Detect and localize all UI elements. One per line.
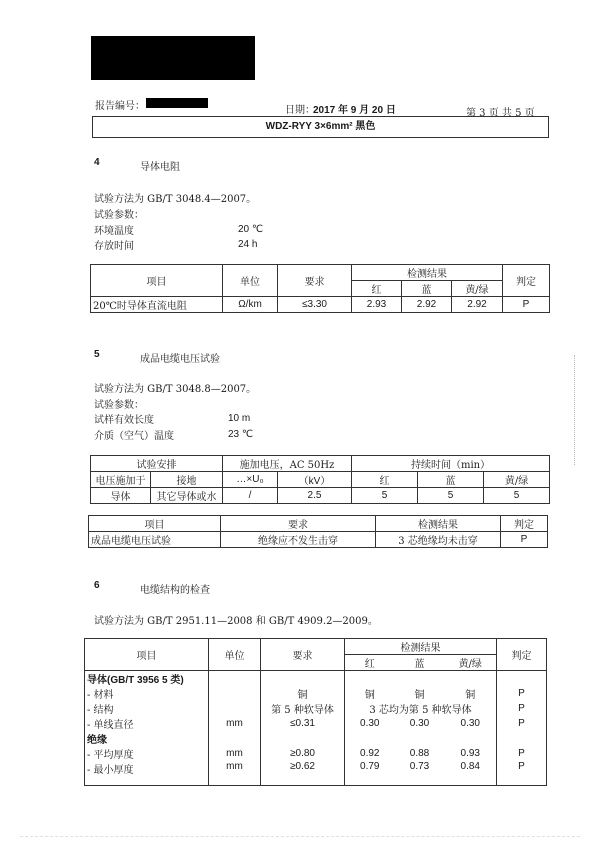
- date-label: 日期：: [285, 105, 315, 116]
- empty-cell: [261, 671, 345, 687]
- empty-cell: [345, 731, 395, 746]
- table-row: [85, 761, 547, 786]
- row-judgement: P: [497, 701, 547, 716]
- header-arrangement: 试验安排: [91, 456, 223, 472]
- sec5-param-value: 23 ℃: [228, 429, 254, 440]
- sec5-params-label: 试验参数：: [94, 400, 144, 411]
- table-row: [85, 701, 547, 716]
- row-item: 20℃时导体直流电阻: [91, 297, 223, 313]
- empty-cell: [209, 671, 261, 687]
- table-row: [89, 532, 548, 548]
- header-unit: 单位: [209, 639, 261, 671]
- sec6-structure-table: [84, 638, 547, 786]
- row-item: - 最小厚度: [85, 761, 209, 786]
- sec5-result-table: [88, 515, 548, 548]
- result-sub-yellow-green: 黄/绿: [452, 281, 503, 297]
- bottom-scan-edge: [20, 836, 580, 837]
- row-unit: mm: [209, 761, 261, 786]
- row-result-red: 铜: [345, 686, 395, 701]
- sec4-title: 导体电阻: [140, 162, 180, 173]
- table-row: [91, 488, 550, 504]
- result-sub-red: 红: [345, 655, 395, 671]
- sec4-param-label: 存放时间: [94, 241, 134, 252]
- table-row: [91, 297, 550, 313]
- sec5-number: 5: [94, 349, 100, 360]
- sec4-param-value: 24 h: [238, 239, 258, 250]
- header-result: 检测结果: [376, 516, 501, 532]
- header-requirement: 要求: [221, 516, 376, 532]
- row-unit: mm: [209, 746, 261, 761]
- sec4-param-label: 环境温度: [94, 226, 134, 237]
- row-item: - 单线直径: [85, 716, 209, 731]
- row-unit: Ω/km: [223, 297, 278, 313]
- row-judgement: P: [503, 297, 550, 313]
- empty-cell: [345, 671, 395, 687]
- empty-cell: [209, 731, 261, 746]
- row-judgement: P: [497, 686, 547, 701]
- row-result: 3 芯绝缘均未击穿: [376, 532, 501, 548]
- row-judgement: P: [497, 746, 547, 761]
- duration-sub-yellow-green: 黄/绿: [484, 472, 550, 488]
- empty-cell: [497, 671, 547, 687]
- header-u0: …×U₀: [223, 472, 278, 488]
- row-result-red: 0.92: [345, 746, 395, 761]
- sec4-method: 试验方法为 GB/T 3048.4—2007。: [94, 194, 257, 205]
- sec5-arrangement-table: [90, 455, 550, 504]
- sec4-resistance-table: [90, 264, 550, 313]
- duration-sub-red: 红: [352, 472, 418, 488]
- table-row: [85, 671, 547, 687]
- row-duration-blue: 5: [418, 488, 484, 504]
- sec5-title: 成品电缆电压试验: [140, 354, 220, 365]
- header-judgement: 判定: [497, 639, 547, 671]
- page-info: 第 3 页 共 5 页: [466, 108, 535, 119]
- row-result-yellow-green: 0.30: [445, 716, 497, 731]
- row-judgement: P: [497, 716, 547, 731]
- row-apply-to: 导体: [91, 488, 151, 504]
- row-duration-red: 5: [352, 488, 418, 504]
- row-duration-yellow-green: 5: [484, 488, 550, 504]
- sec4-param-value: 20 ℃: [238, 224, 264, 235]
- report-number-label: 报告编号：: [95, 101, 145, 112]
- empty-cell: [209, 701, 261, 716]
- empty-cell: [395, 731, 445, 746]
- header-item: 项目: [89, 516, 221, 532]
- row-result-blue: 0.73: [395, 761, 445, 786]
- row-requirement: ≥0.80: [261, 746, 345, 761]
- sec4-number: 4: [94, 157, 100, 168]
- row-result-blue: 铜: [414, 690, 425, 701]
- table-row: [85, 746, 547, 761]
- row-requirement: ≥0.62: [261, 761, 345, 786]
- sec5-param-value: 10 m: [228, 413, 251, 424]
- row-result: 3 芯均为第 5 种软导体: [345, 701, 497, 716]
- header-judgement: 判定: [501, 516, 548, 532]
- row-u0: /: [223, 488, 278, 504]
- row-result-yellow-green: 铜: [445, 686, 497, 701]
- empty-cell: [497, 731, 547, 746]
- row-result-yellow-green: 0.84: [445, 761, 497, 786]
- model-box: [92, 116, 549, 138]
- scan-artifact: [574, 355, 585, 465]
- row-result-yellow-green: 2.92: [452, 297, 503, 313]
- header-kv: （kV）: [278, 472, 352, 488]
- sec6-method: 试验方法为 GB/T 2951.11—2008 和 GB/T 4909.2—2009。: [94, 616, 378, 627]
- row-item: 成品电缆电压试验: [89, 532, 221, 548]
- header-judgement: 判定: [503, 265, 550, 297]
- row-requirement: 绝缘应不发生击穿: [221, 532, 376, 548]
- result-sub-red: 红: [352, 281, 402, 297]
- row-unit: mm: [209, 716, 261, 731]
- row-requirement: ≤0.31: [261, 716, 345, 731]
- row-item: - 结构: [85, 701, 209, 716]
- header-item: 项目: [85, 639, 209, 671]
- sec6-number: 6: [94, 580, 100, 591]
- empty-cell: [395, 671, 445, 687]
- header-result: 检测结果: [352, 265, 503, 281]
- row-kv: 2.5: [278, 488, 352, 504]
- sec6-title: 电缆结构的检查: [140, 585, 210, 596]
- redacted-report-number: [146, 98, 208, 108]
- row-judgement: P: [501, 532, 548, 548]
- duration-sub-blue: 蓝: [418, 472, 484, 488]
- row-result-blue: 0.30: [409, 718, 430, 729]
- row-item: - 平均厚度: [85, 746, 209, 761]
- empty-cell: [261, 731, 345, 746]
- row-ground: 其它导体或水: [151, 488, 223, 504]
- header-duration: 持续时间（min）: [352, 456, 550, 472]
- empty-cell: [445, 731, 497, 746]
- row-requirement: ≤3.30: [278, 297, 352, 313]
- redacted-logo-block: [91, 36, 255, 80]
- empty-cell: [445, 671, 497, 687]
- sec5-param-label: 试样有效长度: [94, 415, 154, 426]
- empty-cell: [209, 686, 261, 701]
- conductor-heading: 导体(GB/T 3956 5 类): [85, 671, 209, 687]
- header-apply-to: 电压施加于: [91, 472, 151, 488]
- row-result-red: 0.79: [345, 761, 395, 786]
- sec4-params-label: 试验参数：: [94, 210, 144, 221]
- row-result-yellow-green: 0.93: [445, 746, 497, 761]
- row-requirement: 铜: [261, 686, 345, 701]
- header-requirement: 要求: [278, 265, 352, 297]
- row-result-red: 0.30: [345, 716, 395, 731]
- row-item: - 材料: [85, 686, 209, 701]
- date-value: 2017 年 9 月 20 日: [313, 105, 396, 116]
- header-voltage: 施加电压，AC 50Hz: [223, 456, 352, 472]
- header-result: 检测结果: [345, 639, 497, 655]
- header-unit: 单位: [223, 265, 278, 297]
- table-row: [85, 731, 547, 746]
- header-requirement: 要求: [261, 639, 345, 671]
- sec5-method: 试验方法为 GB/T 3048.8—2007。: [94, 384, 257, 395]
- insulation-heading: 绝缘: [85, 731, 209, 746]
- result-sub-yellow-green: 黄/绿: [445, 655, 497, 671]
- row-judgement: P: [497, 761, 547, 786]
- header-item: 项目: [91, 265, 223, 297]
- result-sub-blue: 蓝: [402, 281, 452, 297]
- row-result-red: 2.93: [352, 297, 402, 313]
- model-label: WDZ-RYY 3×6mm² 黑色: [265, 121, 376, 132]
- table-row: [85, 686, 547, 701]
- row-result-blue: 0.88: [409, 748, 430, 759]
- result-sub-blue: 蓝: [395, 655, 445, 671]
- sec5-param-label: 介质（空气）温度: [94, 431, 174, 442]
- row-requirement: 第 5 种软导体: [261, 701, 345, 716]
- row-result-blue: 2.92: [402, 297, 452, 313]
- table-row: [85, 716, 547, 731]
- header-ground: 接地: [151, 472, 223, 488]
